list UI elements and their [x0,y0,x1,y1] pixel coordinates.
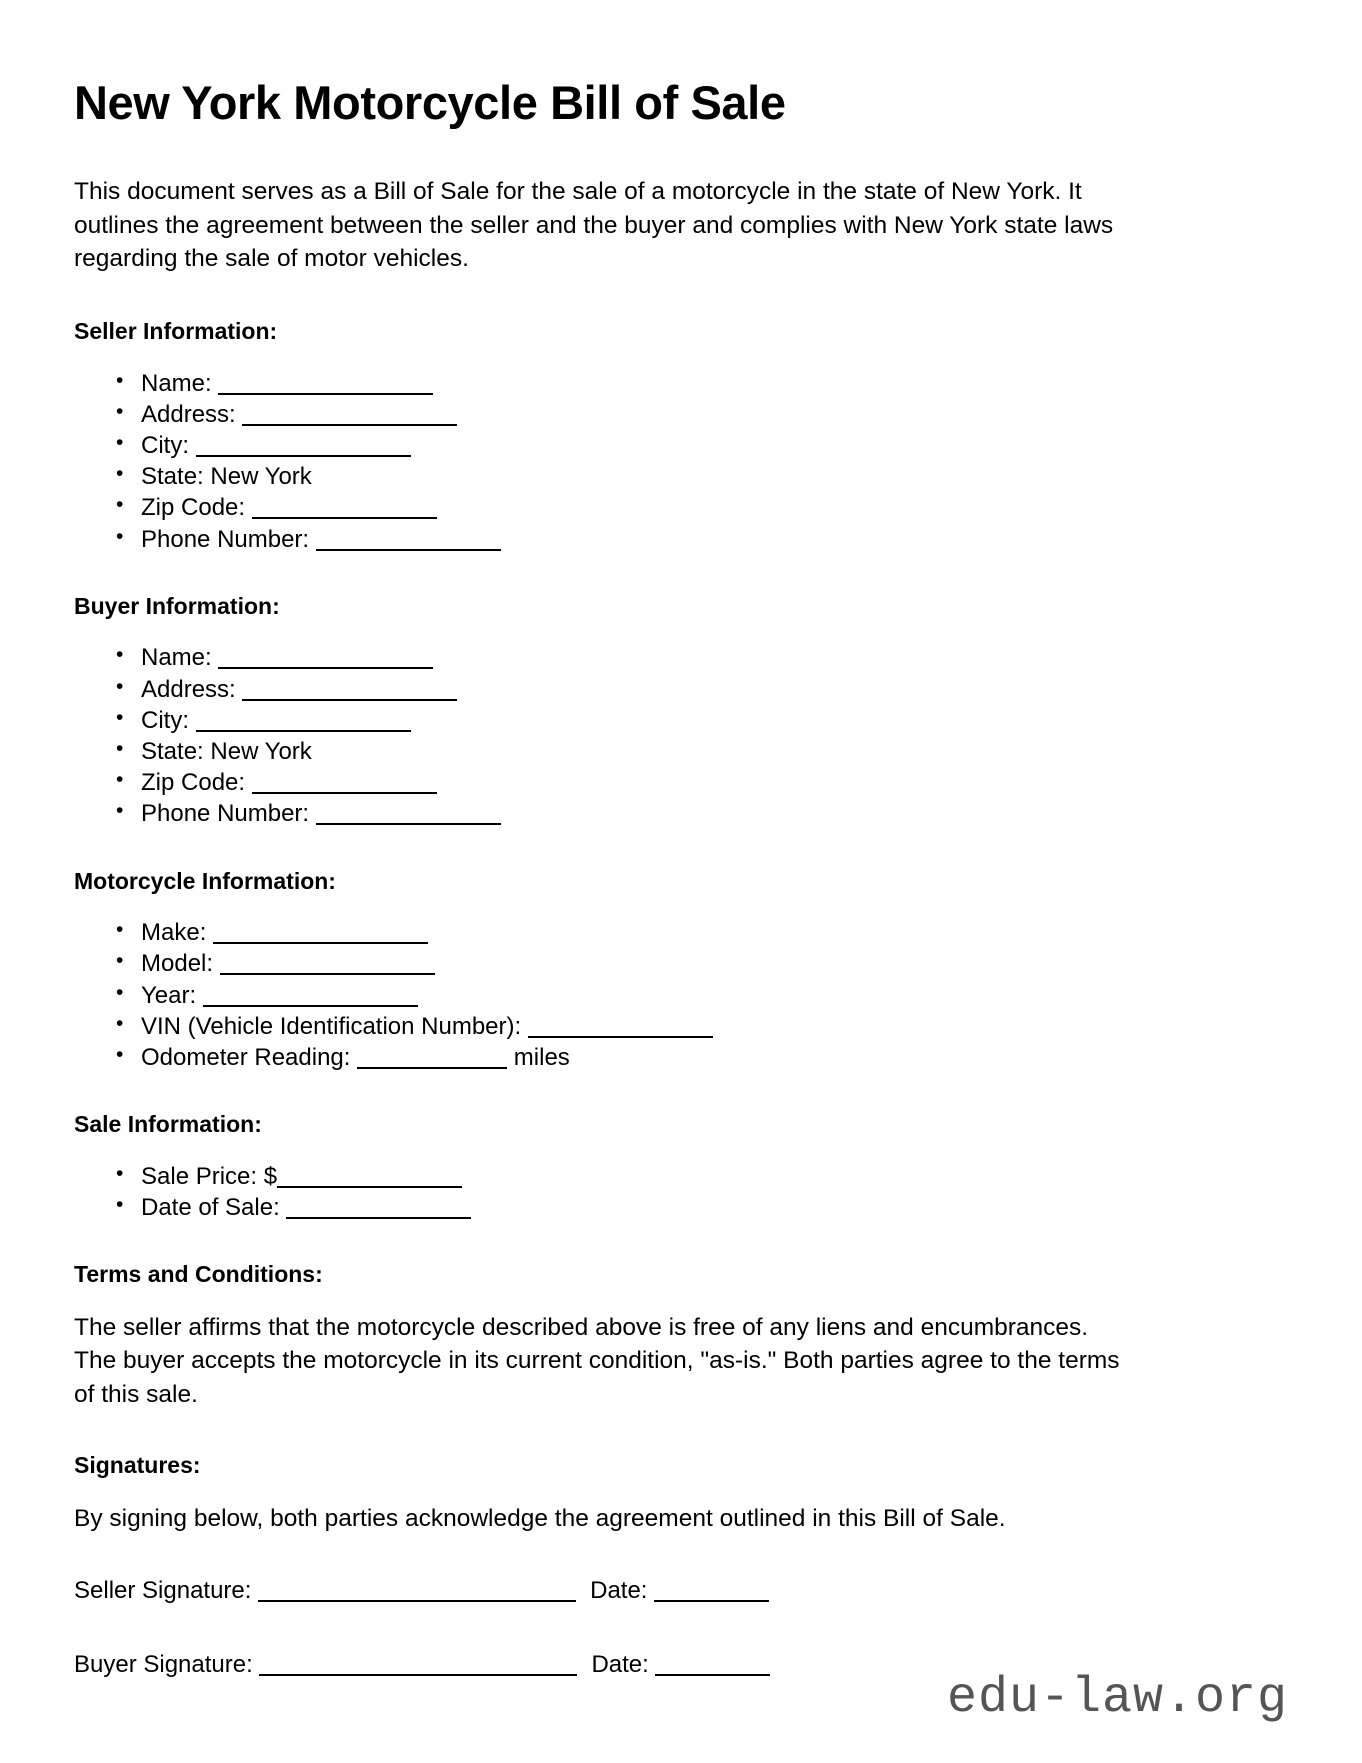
form-field-row [116,524,1288,555]
field-value: New York [203,738,312,766]
sale-information-list [74,1161,1288,1223]
page-title: New York Motorcycle Bill of Sale [74,76,786,129]
field-label: City: [141,432,189,460]
field-label: Zip Code: [141,769,246,797]
form-field-row [116,1042,1288,1073]
signature-label: Buyer Signature: [74,1650,260,1678]
seller-information-heading: Seller Information: [74,318,278,345]
field-label: Zip Code: [141,494,246,522]
form-field-row [116,1161,1288,1192]
field-blank-line[interactable] [242,682,457,701]
field-value: New York [203,463,312,491]
field-blank-line[interactable] [286,1200,471,1219]
field-blank-line[interactable] [220,956,435,975]
form-field-row [116,705,1288,736]
field-blank-line[interactable] [277,1169,462,1188]
terms-and-conditions-heading: Terms and Conditions: [74,1261,323,1288]
signature-rows [74,1575,1288,1679]
form-field-row [116,917,1288,948]
field-blank-line[interactable] [196,438,411,457]
intro-paragraph: This document serves as a Bill of Sale for the sale of a motorcycle in the state of New York. It outlines the agreement between the seller and the buyer and complies with New York state laws regarding the sale of motor vehicles. [74,177,1114,273]
date-blank-line[interactable] [654,1583,769,1602]
field-blank-line[interactable] [357,1050,507,1069]
field-blank-line[interactable] [218,376,433,395]
form-field-row [116,798,1288,829]
motorcycle-information-list [74,917,1288,1073]
field-label: Sale Price: $ [141,1162,278,1190]
field-suffix: miles [507,1043,570,1071]
field-label: Phone Number: [141,525,310,553]
field-blank-line[interactable] [528,1019,713,1038]
field-label: City: [141,706,189,734]
form-field-row [116,674,1288,705]
date-label: Date: [591,1650,656,1678]
form-field-row [116,1192,1288,1223]
field-label: VIN (Vehicle Identification Number): [141,1012,522,1040]
signature-blank-line[interactable] [258,1583,576,1602]
field-label: Name: [141,644,212,672]
field-label: Model: [141,950,214,978]
signature-label: Seller Signature: [74,1577,259,1605]
form-field-row [116,1011,1288,1042]
field-label: Name: [141,369,212,397]
form-field-row [116,642,1288,673]
signatures-heading: Signatures: [74,1452,201,1479]
field-blank-line[interactable] [316,806,501,825]
seller-information-list [74,368,1288,555]
date-blank-line[interactable] [655,1657,770,1676]
signature-row [74,1575,1288,1606]
field-blank-line[interactable] [196,713,411,732]
field-label: Address: [141,675,236,703]
form-field-row [116,948,1288,979]
form-field-row [116,399,1288,430]
signature-blank-line[interactable] [259,1657,577,1676]
site-watermark: edu-law.org [946,1670,1288,1727]
sale-information-heading: Sale Information: [74,1111,262,1138]
date-label: Date: [590,1577,655,1605]
form-field-row [116,368,1288,399]
signatures-body: By signing below, both parties acknowledge the agreement outlined in this Bill of Sale. [74,1504,1006,1532]
form-field-row [116,492,1288,523]
field-label: Odometer Reading: [141,1043,351,1071]
field-blank-line[interactable] [203,988,418,1007]
field-label: Address: [141,400,236,428]
terms-and-conditions-body: The seller affirms that the motorcycle described above is free of any liens and encumbrances. The buyer accepts the motorcycle in its current condition, "as-is." Both parties agree to the terms of this sale. [74,1313,1120,1409]
field-blank-line[interactable] [252,775,437,794]
field-blank-line[interactable] [252,500,437,519]
field-label: Make: [141,919,207,947]
buyer-information-heading: Buyer Information: [74,592,280,619]
form-field-row [116,430,1288,461]
field-label: Year: [141,981,197,1009]
field-label: Date of Sale: [141,1193,280,1221]
field-blank-line[interactable] [218,650,433,669]
field-blank-line[interactable] [316,532,501,551]
buyer-information-list [74,642,1288,829]
field-label: State: [141,463,204,491]
field-blank-line[interactable] [242,407,457,426]
field-label: State: [141,738,204,766]
motorcycle-information-heading: Motorcycle Information: [74,867,336,894]
form-field-row [116,767,1288,798]
form-field-row [116,736,1288,767]
field-blank-line[interactable] [213,925,428,944]
form-field-row [116,461,1288,492]
form-field-row [116,980,1288,1011]
field-label: Phone Number: [141,800,310,828]
